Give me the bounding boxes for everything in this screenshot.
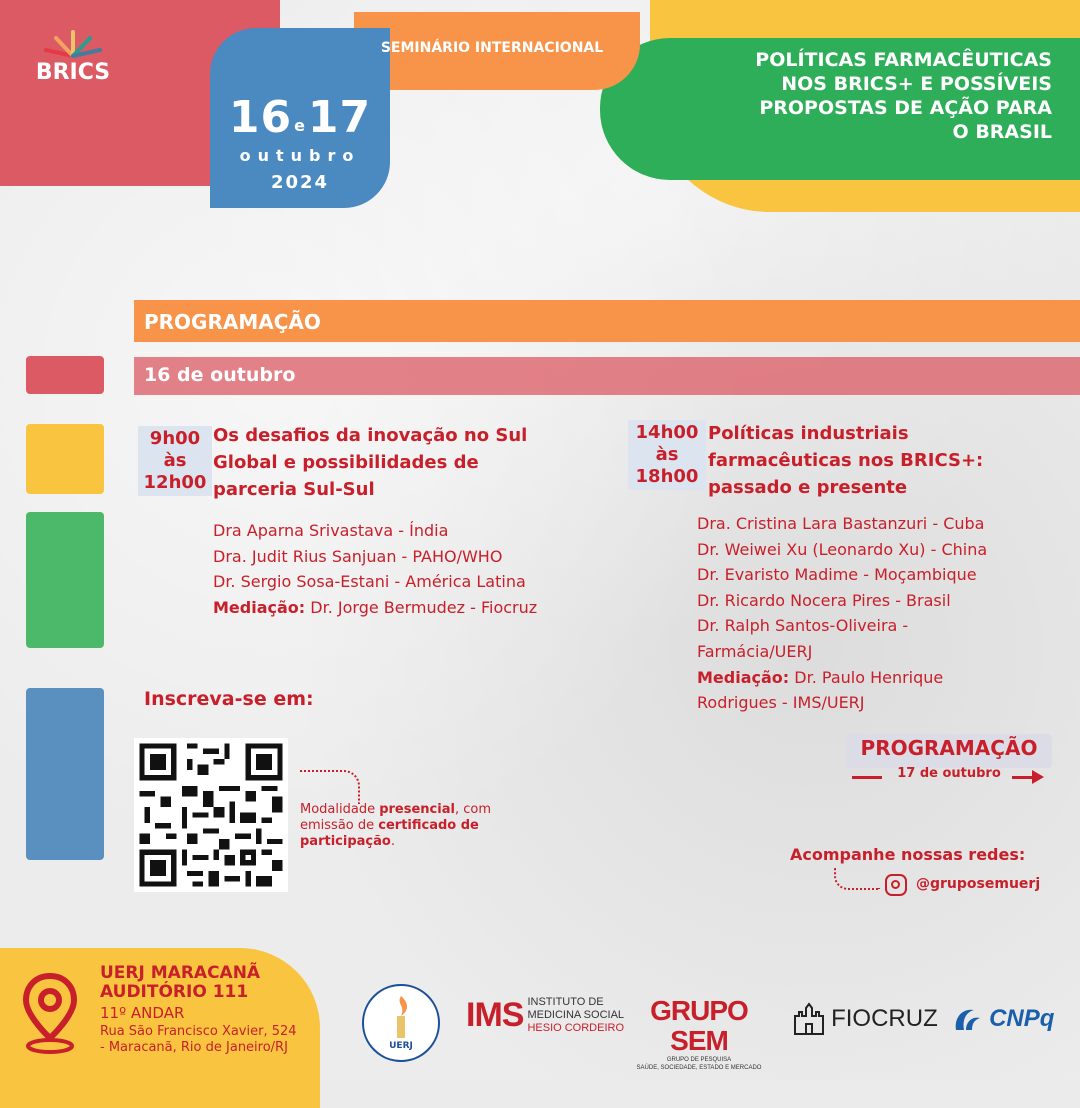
next-program-date: 17 de outubro xyxy=(897,766,1001,781)
instagram-handle[interactable]: @gruposemuerj xyxy=(916,876,1041,892)
session-1-mediation xyxy=(213,595,613,621)
mediator: Dr. Paulo Henrique Rodrigues - IMS/UERJ xyxy=(697,667,944,713)
session-2-mediation xyxy=(697,665,997,716)
cnpq-logo-text: CNPq xyxy=(989,1005,1055,1032)
grupo-sem-logo xyxy=(632,996,766,1072)
day-heading: 16 de outubro xyxy=(144,364,296,386)
ims-line-3: HESIO CORDEIRO xyxy=(527,1022,625,1034)
social-label: Acompanhe nossas redes: xyxy=(790,845,1026,864)
grupo-sem-mark: GRUPO SEM xyxy=(650,995,748,1056)
modality-bold: presencial xyxy=(379,802,455,817)
speaker: Dr. Weiwei Xu (Leonardo Xu) - China xyxy=(697,539,988,559)
session-1-time xyxy=(138,426,212,496)
ims-logo-text xyxy=(527,996,624,1035)
side-bar-red xyxy=(26,356,104,394)
fiocruz-castle-icon xyxy=(792,1002,826,1036)
modality-pre: Modalidade xyxy=(300,802,380,817)
session-2-title: Políticas industriais farmacêuticas nos BRICS+: passado e presente xyxy=(708,423,984,498)
speaker: Dra. Judit Rius Sanjuan - PAHO/WHO xyxy=(213,546,503,566)
ims-logo xyxy=(466,996,624,1035)
speaker: Dr. Evaristo Madime - Moçambique xyxy=(697,565,977,585)
date-month: outubro xyxy=(239,146,361,165)
modality-text xyxy=(300,802,510,850)
uerj-logo xyxy=(360,982,442,1064)
cnpq-logo xyxy=(952,1004,1054,1034)
fiocruz-logo xyxy=(792,1002,938,1036)
cnpq-symbol-icon xyxy=(952,1004,984,1034)
session-1-end: 12h00 xyxy=(143,472,207,493)
ims-line-1: INSTITUTO DE xyxy=(527,996,604,1008)
speaker: Dr. Sergio Sosa-Estani - América Latina xyxy=(213,572,526,592)
social-connector-line xyxy=(834,868,880,890)
grupo-sem-line-1: GRUPO DE PESQUISA xyxy=(666,1057,732,1063)
arrow-line-right xyxy=(1012,776,1034,779)
date-day1: 16 xyxy=(228,92,293,143)
location-pin-icon xyxy=(20,972,80,1060)
mediation-label: Mediação: xyxy=(697,667,790,687)
date-day2: 17 xyxy=(307,92,372,143)
brics-logo-text: BRICS xyxy=(35,60,111,85)
speaker: Dr. Ricardo Nocera Pires - Brasil xyxy=(697,590,951,610)
session-2-speakers xyxy=(697,511,1067,716)
speaker: Dra Aparna Srivastava - Índia xyxy=(213,521,449,540)
instagram-icon[interactable] xyxy=(885,874,907,896)
session-1-speakers xyxy=(213,518,613,620)
next-program-label: PROGRAMAÇÃO xyxy=(860,736,1038,760)
modality-end: . xyxy=(390,834,395,849)
session-2-end: 18h00 xyxy=(635,466,699,487)
session-1-title: Os desafios da inovação no Sul Global e possibilidades de parceria Sul-Sul xyxy=(213,425,528,500)
fiocruz-logo-text: FIOCRUZ xyxy=(831,1005,938,1032)
seminar-label: SEMINÁRIO INTERNACIONAL xyxy=(380,40,604,56)
session-2-sep: às xyxy=(655,444,679,465)
qr-connector-line xyxy=(300,770,360,804)
date-year: 2024 xyxy=(270,172,330,193)
ims-line-2: MEDICINA SOCIAL xyxy=(527,1009,625,1021)
event-title: POLÍTICAS FARMACÊUTICAS NOS BRICS+ E POSSÍVEIS PROPOSTAS DE AÇÃO PARA O BRASIL xyxy=(755,49,1052,143)
program-heading: PROGRAMAÇÃO xyxy=(144,310,321,334)
registration-label: Inscreva-se em: xyxy=(144,688,314,710)
modality-certificate: certificado de participação xyxy=(300,818,479,849)
speaker: Dra. Cristina Lara Bastanzuri - Cuba xyxy=(697,514,985,533)
modality-mid: , com emissão de xyxy=(300,802,491,833)
ims-logo-mark: IMS xyxy=(466,996,524,1034)
session-1-sep: às xyxy=(163,450,187,471)
mediator: Dr. Jorge Bermudez - Fiocruz xyxy=(310,597,538,617)
arrow-right-icon xyxy=(1032,770,1044,784)
side-bar-green xyxy=(26,512,104,648)
session-1-start: 9h00 xyxy=(149,428,201,449)
date-connector: e xyxy=(294,116,306,135)
location-venue xyxy=(100,964,260,1002)
session-2-time xyxy=(628,420,706,490)
grupo-sem-line-2: SAÚDE, SOCIEDADE, ESTADO E MERCADO xyxy=(636,1065,762,1071)
venue-address: Rua São Francisco Xavier, 524 - Maracanã, Rio de Janeiro/RJ xyxy=(100,1024,297,1055)
venue-floor: 11º ANDAR xyxy=(100,1004,185,1022)
registration-qr-code[interactable] xyxy=(134,738,288,892)
uerj-logo-text: UERJ xyxy=(389,1041,413,1051)
side-bar-yellow xyxy=(26,424,104,494)
session-2-start: 14h00 xyxy=(635,422,699,443)
venue-name: UERJ MARACANÃ xyxy=(100,963,261,983)
side-bar-blue xyxy=(26,688,104,860)
venue-room: AUDITÓRIO 111 xyxy=(100,982,249,1002)
event-dates xyxy=(214,92,386,143)
speaker: Dr. Ralph Santos-Oliveira - Farmácia/UERJ xyxy=(697,616,909,661)
mediation-label: Mediação: xyxy=(213,597,306,617)
